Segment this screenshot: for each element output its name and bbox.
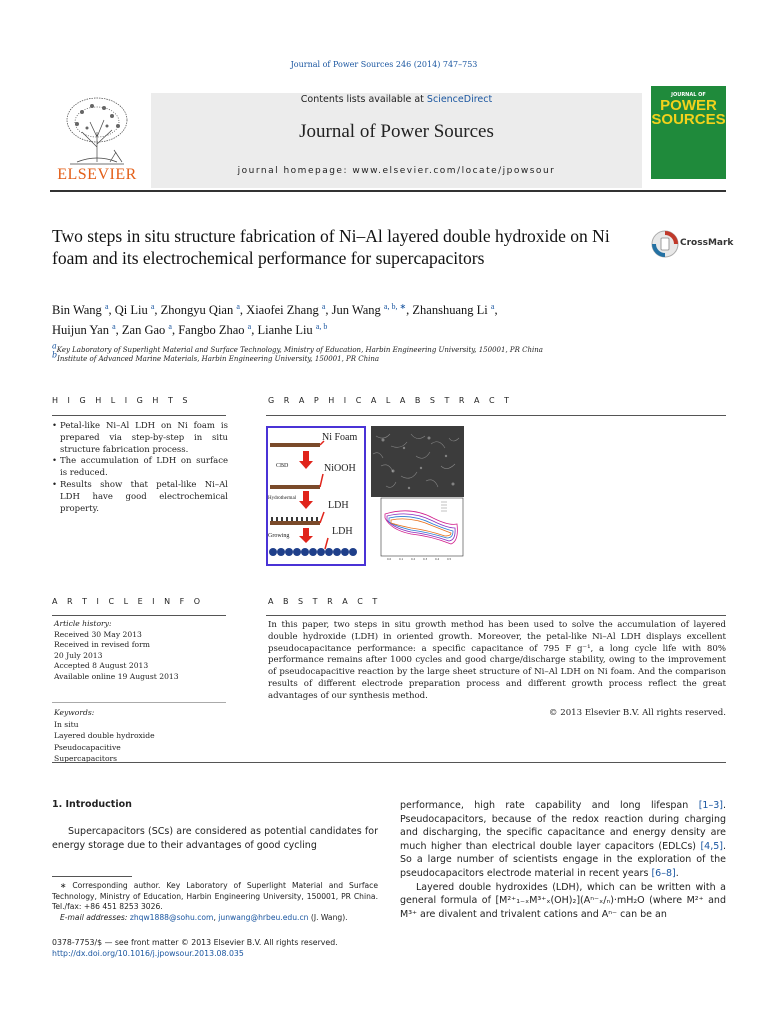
keyword-item: In situ [54,719,79,729]
author-affiliation-mark[interactable]: a [236,301,240,311]
label-niooh: NiOOH [324,463,356,474]
label-cbd: CBD [276,463,289,469]
highlights-heading: H I G H L I G H T S [52,396,191,405]
svg-text:0.5: 0.5 [447,558,452,561]
author-affiliation-mark[interactable]: a, b, ∗ [383,301,407,311]
graphical-abstract-heading: G R A P H I C A L A B S T R A C T [268,396,513,405]
issn-line: 0378-7753/$ — see front matter © 2013 Elsevier B.V. All rights reserved. [52,938,338,947]
author-affiliation-mark[interactable]: a [104,301,109,311]
author-affiliation-mark[interactable]: a [247,321,252,331]
keyword-item: Layered double hydroxide [54,731,155,740]
history-line: Received 30 May 2013 [54,629,142,639]
affiliation-a-text: Key Laboratory of Superlight Material and Surface Technology, Ministry of Education, Harbin Engineering University, 150001, PR China [56,346,543,354]
label-ni-foam: Ni Foam [322,432,358,443]
abstract-bottom-rule [52,762,726,763]
cover-sources-word: SOURCES [651,111,726,128]
author [332,303,413,317]
sem-micrograph-image [371,426,464,497]
journal-homepage[interactable]: journal homepage: www.elsevier.com/locate/jpowsour [237,166,556,176]
email-link-2[interactable]: junwang@hrbeu.edu.cn [218,912,309,922]
author-name: Lianhe Liu [257,323,316,337]
abstract-heading: A B S T R A C T [268,597,381,606]
email-link-1[interactable]: zhqw1888@sohu.com [129,912,214,922]
svg-text:0.2: 0.2 [411,558,416,561]
label-hydrothermal: Hydrothermal [268,496,297,501]
reference-link[interactable]: [4,5] [700,840,723,852]
reference-link[interactable]: [1–3] [698,800,723,811]
author-separator: , [494,303,498,317]
svg-text:0.1: 0.1 [399,558,404,561]
text-run: . Pseudocapacitors, because of the redox reaction during charging and discharging, the specific capacitance and energy density are much higher than electrical double layer capacitors (EDLCs) [400,800,726,852]
affiliation-b-text: Institute of Advanced Marine Materials, Harbin Engineering University, 150001, PR China [57,355,380,363]
author-separator: , [115,323,122,337]
sciencedirect-link[interactable]: ScienceDirect [426,94,493,105]
author-name: Xiaofei Zhang [246,303,322,317]
author [115,303,161,317]
graphical-abstract-rule [266,415,726,416]
corresponding-author-footnote [52,881,378,923]
abstract-copyright: © 2013 Elsevier B.V. All rights reserved. [548,708,726,718]
highlight-item: • Petal-like Ni–Al LDH on Ni foam is prepared via step-by-step in situ structure fabrication process. [52,421,228,455]
reference-link[interactable]: [6–8] [651,867,676,879]
cover-title [651,99,726,127]
author-affiliation-mark[interactable]: a [168,321,172,331]
email-tail: (J. Wang). [308,912,348,922]
header-divider [50,190,726,192]
affiliation-b-mark: b [52,350,58,360]
highlight-item: • The accumulation of LDH on surface is reduced. [52,456,228,479]
cover-power-word: POWER [660,97,717,114]
text-run: performance, high rate capability and long lifespan [400,800,699,811]
history-line: 20 July 2013 [54,650,103,660]
footnote-rule [52,876,132,877]
affiliation-a [52,341,543,354]
history-line: Accepted 8 August 2013 [54,661,149,670]
doi-link[interactable]: http://dx.doi.org/10.1016/j.jpowsour.2013.08.035 [52,949,244,958]
abstract-rule [266,615,726,616]
section-heading-introduction: 1. Introduction [52,799,132,810]
col2-paragraph-1 [400,799,726,881]
intro-paragraph-1: Supercapacitors (SCs) are considered as potential candidates for energy storage due to their advantages of good cycling [52,826,378,851]
contents-line [151,94,642,105]
highlights-list [52,421,228,515]
article-info-rule [52,615,226,616]
text-run: . So a large number of scientists engage in the exploration of the pseudocapacitors electrode material in recent years [400,840,726,879]
journal-citation-link[interactable]: Journal of Power Sources 246 (2014) 747–753 [290,60,478,69]
text-run: . [675,867,679,879]
author-separator: , [251,323,258,337]
author-affiliation-mark[interactable]: a, b [315,321,328,331]
author [52,323,122,337]
svg-text:0.3: 0.3 [423,558,428,561]
highlights-rule [52,415,226,416]
keywords-list [54,707,230,765]
author-list [52,300,692,340]
author-separator: , [171,323,179,337]
keyword-item: Pseudocapacitive [54,742,121,752]
author [161,303,247,317]
label-ldh-1: LDH [328,500,349,511]
journal-name: Journal of Power Sources [299,121,494,142]
cv-curves-chart [371,496,466,568]
col2-paragraph-2: Layered double hydroxides (LDH), which can be written with a general formula of [M²⁺₁₋ₓM³⁺ₓ(OH)₂](Aⁿ⁻ₓ/ₙ)·mH₂O (where M²⁺ and M³⁺ are divalent and trivalent cations and Aⁿ⁻ can be an [400,881,726,920]
author-name: Zhongyu Qian [160,303,237,317]
author [412,303,497,317]
author-name: Zhanshuang Li [412,303,491,317]
history-line: Received in revised form [54,640,150,649]
footnote-text: ∗ Corresponding author. Key Laboratory of Superlight Material and Surface Technology, Ministry of Education, Harbin Engineering University, 150001, PR China. Tel./fax: +86 451 8253 3026. [52,881,378,911]
author-separator: , [108,303,115,317]
author [52,303,115,317]
svg-text:0.0: 0.0 [387,558,392,561]
author-name: Zan Gao [121,323,169,337]
label-ldh-2: LDH [332,526,353,537]
elsevier-wordmark: ELSEVIER [57,166,137,183]
article-info-heading: A R T I C L E I N F O [52,597,204,606]
email-separator: , [213,912,219,922]
author-affiliation-mark[interactable]: a [490,301,495,311]
column-2-text [400,799,726,921]
keywords-title: Keywords: [54,708,95,717]
author-affiliation-mark[interactable]: a [321,301,326,311]
author-name: Qi Liu [114,303,151,317]
crossmark-icon[interactable] [651,229,679,259]
highlight-text: The accumulation of LDH on surface is reduced. [60,456,228,479]
author-affiliation-mark[interactable]: a [150,301,155,311]
author-separator: , [325,303,332,317]
history-line: Available online 19 August 2013 [54,671,179,681]
highlight-item: • Results show that petal-like Ni–Al LDH have good electrochemical property. [52,479,228,514]
author-affiliation-mark[interactable]: a [112,321,116,331]
author [122,323,178,337]
affiliation-b [52,350,380,363]
email-label: E-mail addresses: [60,912,130,922]
author [257,323,327,337]
author-separator: , [154,303,161,317]
author-name: Jun Wang [331,303,384,317]
highlight-text: Results show that petal-like Ni–Al LDH have good electrochemical property. [60,479,228,514]
label-growing: Growing [268,533,290,539]
author-name: Huijun Yan [52,323,113,337]
contents-prefix: Contents lists available at [300,94,427,105]
author-separator: , [406,303,413,317]
affiliation-a-mark: a [52,341,57,351]
author [178,323,257,337]
author-name: Fangbo Zhao [178,323,248,337]
article-history-title: Article history: [54,619,112,628]
keywords-rule [52,702,226,703]
author [246,303,331,317]
keyword-item: Supercapacitors [54,754,118,763]
author-separator: , [239,303,247,317]
author-name: Bin Wang [52,303,105,317]
abstract-text: In this paper, two steps in situ growth method has been used to solve the accumulation of layered double hydroxide (LDH) in oriented growth. Moreover, the petal-like Ni–Al LDH displays excellent pseudocapacitance performance: a specific capacitance of 795 F g⁻¹, a long cycle life with 80% performance remains after 1000 cycles and good charge/discharge stability, owing to the improvement of pseudocapacitive reaction by the large sheet structure of Ni–Al LDH on Ni foam. And the comparison results of different electrode preparation process and different growth process reflect the great advantages of our synthesis method. [268,620,726,701]
highlight-text: Petal-like Ni–Al LDH on Ni foam is prepared via step-by-step in situ structure fabrication process. [60,421,228,455]
article-history [54,619,230,682]
cover-journal-of: JOURNAL OF [671,92,706,98]
crossmark-label[interactable]: CrossMark [680,238,734,248]
footnote-emails [52,913,378,924]
article-title: Two steps in situ structure fabrication of Ni–Al layered double hydroxide on Ni foam and its electrochemical performance for supercapacitors [52,226,610,268]
svg-text:0.4: 0.4 [435,558,440,561]
